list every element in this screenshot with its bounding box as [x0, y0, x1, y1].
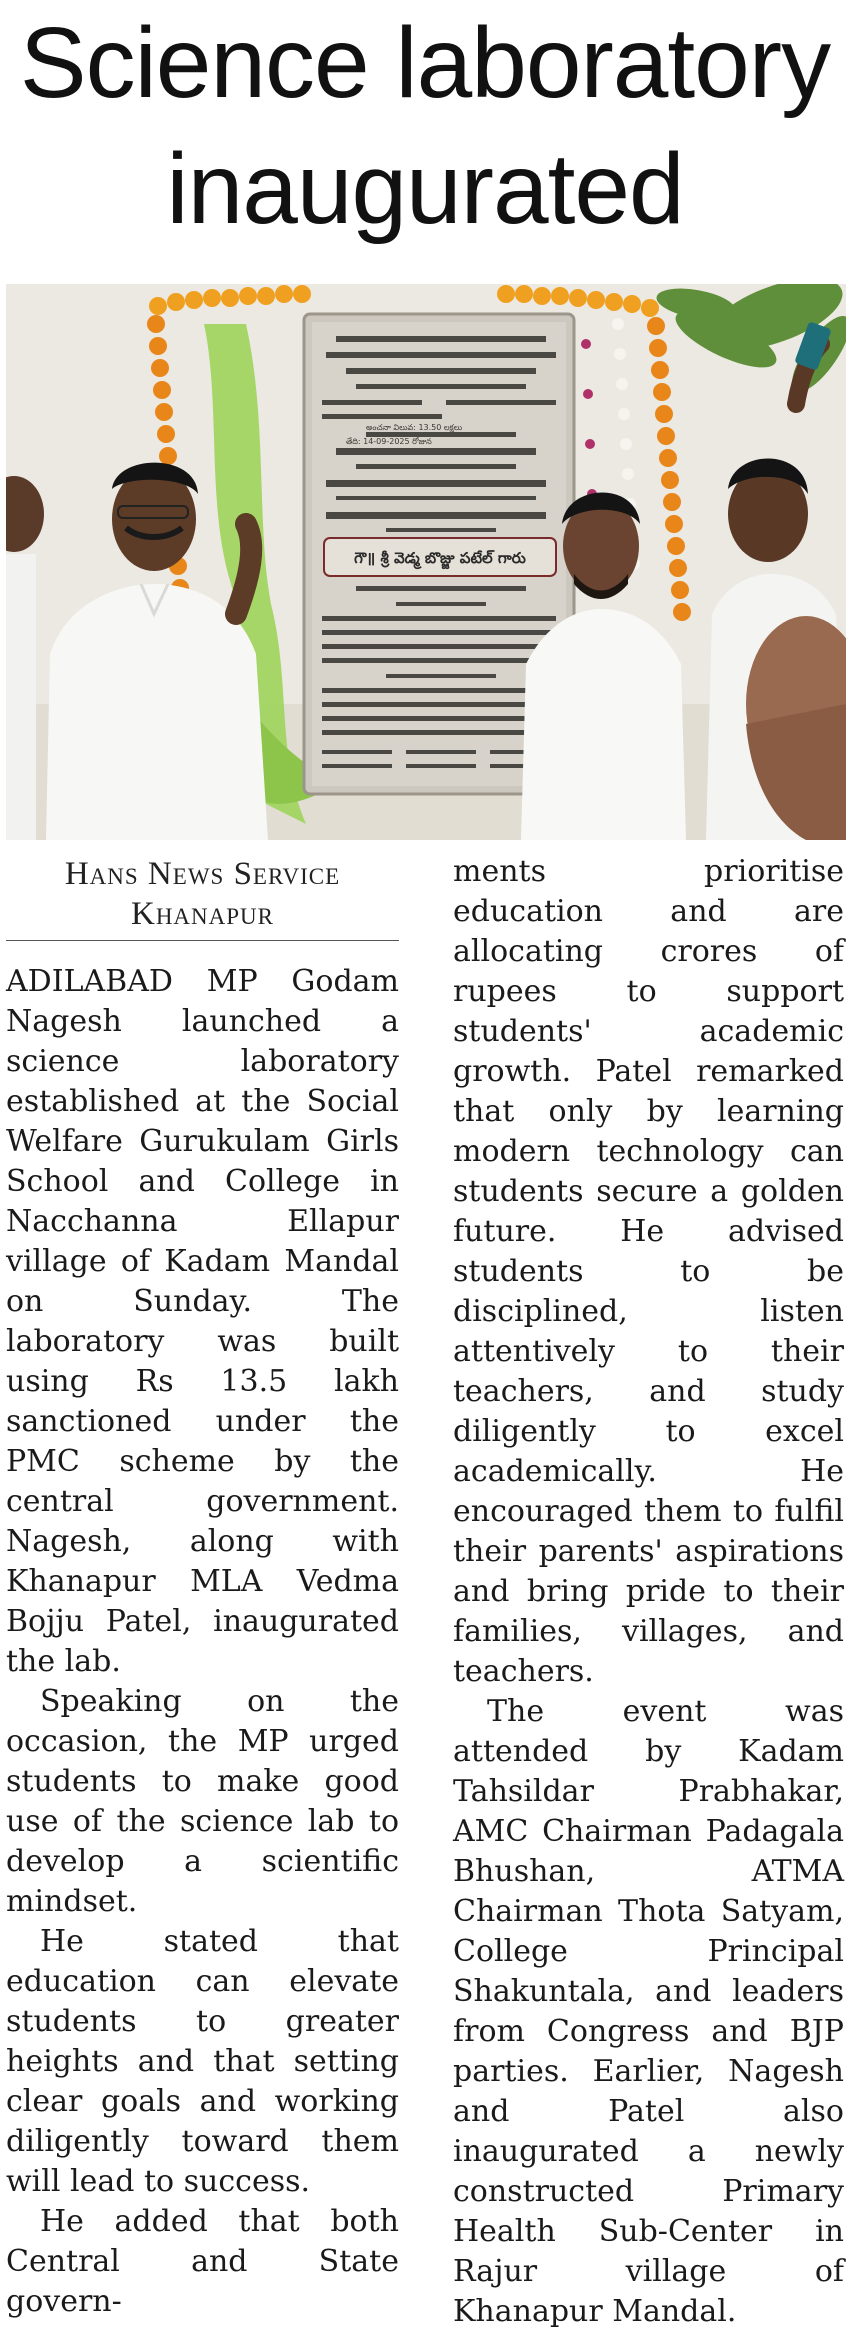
article-paragraph: He stated that education can elevate students to greater heights and that setting clear goals and working diligently toward them will lead to success. — [6, 1924, 399, 2199]
photo-illustration — [6, 284, 846, 840]
byline — [6, 854, 399, 934]
article-paragraph: ADILABAD MP Godam Nagesh launched a science laboratory established at the Social Welfare Gurukulam Girls School and College in Nacchanna Ellapur village of Kadam Mandal on Sunday. The laboratory was built using Rs 13.5 lakh sanctioned under the PMC scheme by the central government. Nagesh, along with Khanapur MLA Vedma Bojju Patel, inaugurated the lab. — [6, 964, 399, 1679]
plaque-date: తేది: 14-09-2025 రోజున — [346, 437, 432, 446]
plaque-amount: అంచనా విలువ: 13.50 లక్షలు — [366, 423, 463, 432]
byline-place: Khanapur — [130, 896, 274, 932]
headline-line-2: inaugurated — [166, 133, 684, 245]
byline-service: Hans News Service — [64, 856, 341, 892]
article-column-2 — [453, 852, 844, 2332]
headline — [0, 0, 850, 252]
article-paragraph: The event was attended by Kadam Tahsildar Prabhakar, AMC Chairman Padagala Bhushan, ATMA Chairman Thota Satyam, College Principal Shakuntala, and leaders from Congress and BJP parties. Earlier, Nagesh and Patel also inaugurated a newly constructed Primary Health Sub-Center in Rajur village of Khanapur Mandal. — [453, 1694, 844, 2329]
byline-divider — [6, 940, 399, 941]
headline-line-1: Science laboratory — [19, 7, 831, 119]
article-paragraph: Speaking on the occasion, the MP urged students to make good use of the science lab to develop a scientific mindset. — [6, 1684, 399, 1919]
article-paragraph: ments prioritise education and are allocating crores of rupees to support students' academic growth. Patel remarked that only by learning modern technology can students secure a golden future. He advised students to be disciplined, listen attentively to their teachers, and study diligently to excel academically. He encouraged them to fulfil their parents' aspirations and bring pride to their families, villages, and teachers. — [453, 854, 844, 1689]
news-photo — [6, 284, 846, 840]
article-column-1 — [6, 962, 399, 2322]
article-paragraph: He added that both Central and State govern- — [6, 2204, 399, 2319]
plaque-title: గౌ॥ శ్రీ వెడ్మ బొజ్జు పటేల్ గారు — [354, 549, 526, 567]
